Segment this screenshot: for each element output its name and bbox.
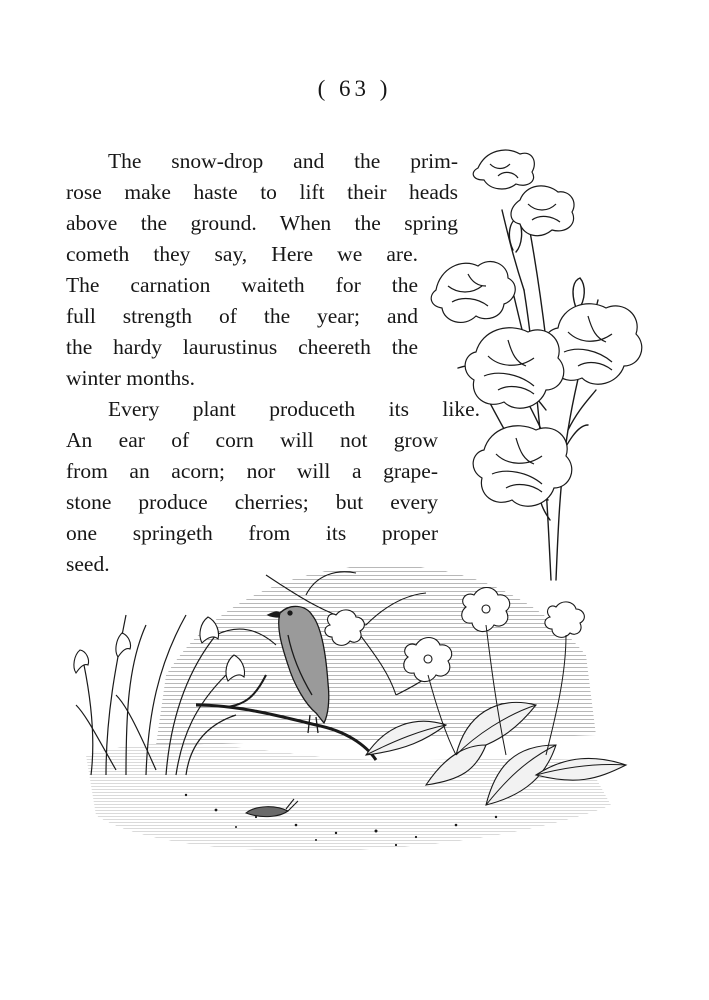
text-line: An ear of corn will not grow [66,428,438,452]
text-line: rose make haste to lift their heads [66,180,458,204]
text-line: winter months. [66,366,195,390]
text-line: cometh they say, Here we are. [66,242,418,266]
text-line: full strength of the year; and [66,304,418,328]
text-line: The snow-drop and the prim- [108,149,458,173]
carnation-illustration [428,140,648,585]
text-line: the hardy laurustinus cheereth the [66,335,418,359]
sky-arch [156,565,596,745]
text-line: from an acorn; nor will a grape- [66,459,438,483]
text-line: Every plant produceth its like. [108,397,480,421]
body-text [66,146,480,580]
paragraph-1 [66,146,458,394]
text-line: stone produce cherries; but every [66,490,438,514]
paragraph-2 [66,394,480,580]
bird-and-flowers-illustration [66,555,646,865]
text-line: above the ground. When the spring [66,211,458,235]
page-number: ( 63 ) [317,76,392,101]
text-line: seed. [66,552,110,576]
text-line: The carnation waiteth for the [66,273,418,297]
text-line: one springeth from its proper [66,521,438,545]
